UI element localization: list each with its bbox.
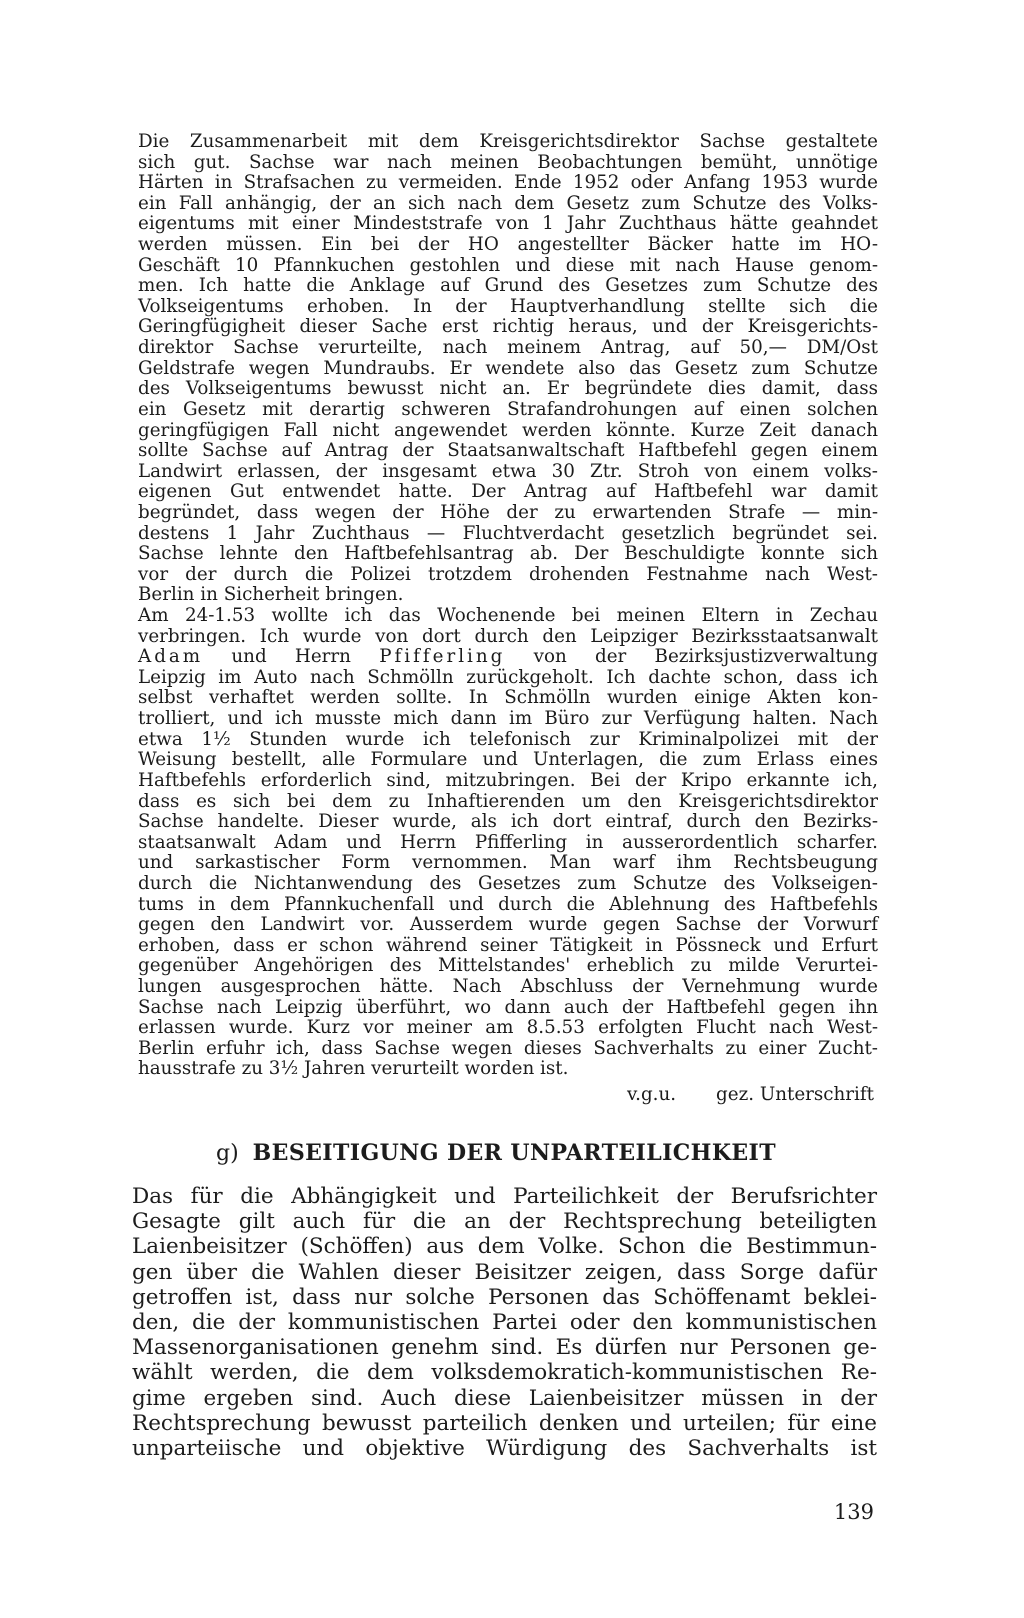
text-line: selbst verhaftet werden sollte. In Schmölln wurden einige Akten kon- <box>138 687 878 709</box>
text-line: Landwirt erlassen, der insgesamt etwa 30 Ztr. Stroh von einem volks- <box>138 460 878 482</box>
text-line: Sachse handelte. Dieser wurde, als ich dort eintraf, durch den Bezirks- <box>138 811 878 833</box>
text-line: Die Zusammenarbeit mit dem Kreisgerichtsdirektor Sachse gestaltete <box>138 131 878 152</box>
text-line: eigenen Gut entwendet hatte. Der Antrag auf Haftbefehl war damit <box>138 481 878 503</box>
text-line: den, die der kommunistischen Partei oder den kommunistischen <box>132 1309 877 1335</box>
testimony-text <box>138 132 878 1080</box>
text-line: lungen ausgesprochen hätte. Nach Abschluss der Vernehmung wurde <box>138 975 878 997</box>
text-line: Härten in Strafsachen zu vermeiden. Ende 1952 oder Anfang 1953 wurde <box>138 172 878 194</box>
text-line: Das für die Abhängigkeit und Parteilichkeit der Berufsrichter <box>132 1184 877 1209</box>
text-line: ein Fall anhängig, der an sich nach dem Gesetz zum Schutze des Volks- <box>138 192 878 214</box>
text-line: ein Gesetz mit derartig schweren Strafandrohungen auf einen solchen <box>138 398 878 420</box>
text-line: hausstrafe zu 3½ Jahren verurteilt worden ist. <box>138 1058 569 1080</box>
section-letter: g) <box>216 1141 239 1166</box>
text-line: erhoben, dass er schon während seiner Tätigkeit in Pössneck und Erfurt <box>138 934 878 956</box>
signature-signed: gez. Unterschrift <box>716 1084 874 1105</box>
text-line: verbringen. Ich wurde von dort durch den Leipziger Bezirksstaatsanwalt <box>138 625 878 647</box>
section-heading <box>216 1140 776 1166</box>
text-line: wählt werden, die dem volksdemokratich-kommunistischen Re- <box>132 1360 877 1386</box>
text-line: trolliert, und ich musste mich dann im Büro zur Verfügung halten. Nach <box>138 708 878 730</box>
text-line: Berlin in Sicherheit bringen. <box>138 584 404 606</box>
text-line: unparteiische und objektive Würdigung des Sachverhalts ist <box>132 1435 877 1461</box>
text-line: vor der durch die Polizei trotzdem drohenden Festnahme nach West- <box>138 563 878 585</box>
text-line: gegenüber Angehörigen des Mittelstandes' erheblich zu milde Verurtei- <box>138 955 878 977</box>
page-number: 139 <box>833 1500 874 1524</box>
text-line: Sachse lehnte den Haftbefehlsantrag ab. Der Beschuldigte konnte sich <box>138 543 878 565</box>
text-line: Weisung bestellt, alle Formulare und Unterlagen, die zum Erlass eines <box>138 749 878 771</box>
text-line: durch die Nichtanwendung des Gesetzes zum Schutze des Volkseigen- <box>138 872 878 894</box>
text-line: dass es sich bei dem zu Inhaftierenden um den Kreisgerichtsdirektor <box>138 790 878 812</box>
text-line: staatsanwalt Adam und Herrn Pfifferling in ausserordentlich scharfer. <box>138 831 878 853</box>
text-line: men. Ich hatte die Anklage auf Grund des Gesetzes zum Schutze des <box>138 275 878 297</box>
text-line: etwa 1½ Stunden wurde ich telefonisch zur Kriminalpolizei mit der <box>138 728 878 750</box>
text-line-names <box>138 647 878 668</box>
signature-vgu: v.g.u. <box>626 1084 677 1105</box>
text-line: tums in dem Pfannkuchenfall und durch die Ablehnung des Haftbefehls <box>138 893 878 915</box>
text-line: getroffen ist, dass nur solche Personen das Schöffenamt beklei- <box>132 1284 877 1310</box>
text-line: begründet, dass wegen der Höhe der zu erwartenden Strafe — min- <box>138 501 878 523</box>
text-line: Sachse nach Leipzig überführt, wo dann auch der Haftbefehl gegen ihn <box>138 996 878 1018</box>
text-fragment: und Herrn <box>231 646 351 668</box>
text-line: destens 1 Jahr Zuchthaus — Fluchtverdacht gesetzlich begründet sei. <box>138 522 878 544</box>
body-text <box>132 1184 877 1461</box>
text-line: geringfügigen Fall nicht angewendet werden könnte. Kurze Zeit danach <box>138 419 878 441</box>
text-line: Geringfügigheit dieser Sache erst richtig heraus, und der Kreisgerichts- <box>138 316 878 338</box>
text-line: gime ergeben sind. Auch diese Laienbeisitzer müssen in der <box>132 1385 877 1411</box>
text-line: sich gut. Sachse war nach meinen Beobachtungen bemüht, unnötige <box>138 151 878 173</box>
text-line: erlassen wurde. Kurz vor meiner am 8.5.53 erfolgten Flucht nach West- <box>138 1017 878 1039</box>
text-line: Leipzig im Auto nach Schmölln zurückgeholt. Ich dachte schon, dass ich <box>138 666 878 688</box>
text-line: Volkseigentums erhoben. In der Hauptverhandlung stellte sich die <box>138 295 878 317</box>
text-line: Rechtsprechung bewusst parteilich denken und urteilen; für eine <box>132 1410 877 1436</box>
signature-line <box>627 1084 874 1105</box>
text-line: sollte Sachse auf Antrag der Staatsanwaltschaft Haftbefehl gegen einem <box>138 440 878 462</box>
text-line: Berlin erfuhr ich, dass Sachse wegen dieses Sachverhalts zu einer Zucht- <box>138 1037 878 1059</box>
section-title: BESEITIGUNG DER UNPARTEILICHKEIT <box>252 1140 777 1166</box>
name-pfifferling: Pfifferling <box>379 646 506 668</box>
text-line: gegen den Landwirt vor. Ausserdem wurde gegen Sachse der Vorwurf <box>138 914 878 936</box>
text-line: des Volkseigentums bewusst nicht an. Er begründete dies damit, dass <box>138 378 878 400</box>
text-line: Gesagte gilt auch für die an der Rechtsprechung beteiligten <box>132 1209 877 1235</box>
text-line: Am 24-1.53 wollte ich das Wochenende bei meinen Eltern in Zechau <box>138 605 878 627</box>
name-adam: Adam <box>138 646 204 668</box>
text-line: direktor Sachse verurteilte, nach meinem Antrag, auf 50,— DM/Ost <box>138 337 878 359</box>
text-line: und sarkastischer Form vernommen. Man warf ihm Rechtsbeugung <box>138 852 878 874</box>
text-line: Haftbefehls erforderlich sind, mitzubringen. Bei der Kripo erkannte ich, <box>138 769 878 791</box>
text-line: Laienbeisitzer (Schöffen) aus dem Volke. Schon die Bestimmun- <box>132 1234 877 1260</box>
text-line: eigentums mit einer Mindeststrafe von 1 Jahr Zuchthaus hätte geahndet <box>138 213 878 235</box>
text-line: Geschäft 10 Pfannkuchen gestohlen und diese mit nach Hause genom- <box>138 254 878 276</box>
text-fragment: von der Bezirksjustizverwaltung <box>533 646 879 668</box>
text-line: gen über die Wahlen dieser Beisitzer zeigen, dass Sorge dafür <box>132 1259 877 1285</box>
text-line: werden müssen. Ein bei der HO angestellter Bäcker hatte im HO- <box>138 234 878 256</box>
text-line: Massenorganisationen genehm sind. Es dürfen nur Personen ge- <box>132 1335 877 1361</box>
text-line: Geldstrafe wegen Mundraubs. Er wendete also das Gesetz zum Schutze <box>138 357 878 379</box>
